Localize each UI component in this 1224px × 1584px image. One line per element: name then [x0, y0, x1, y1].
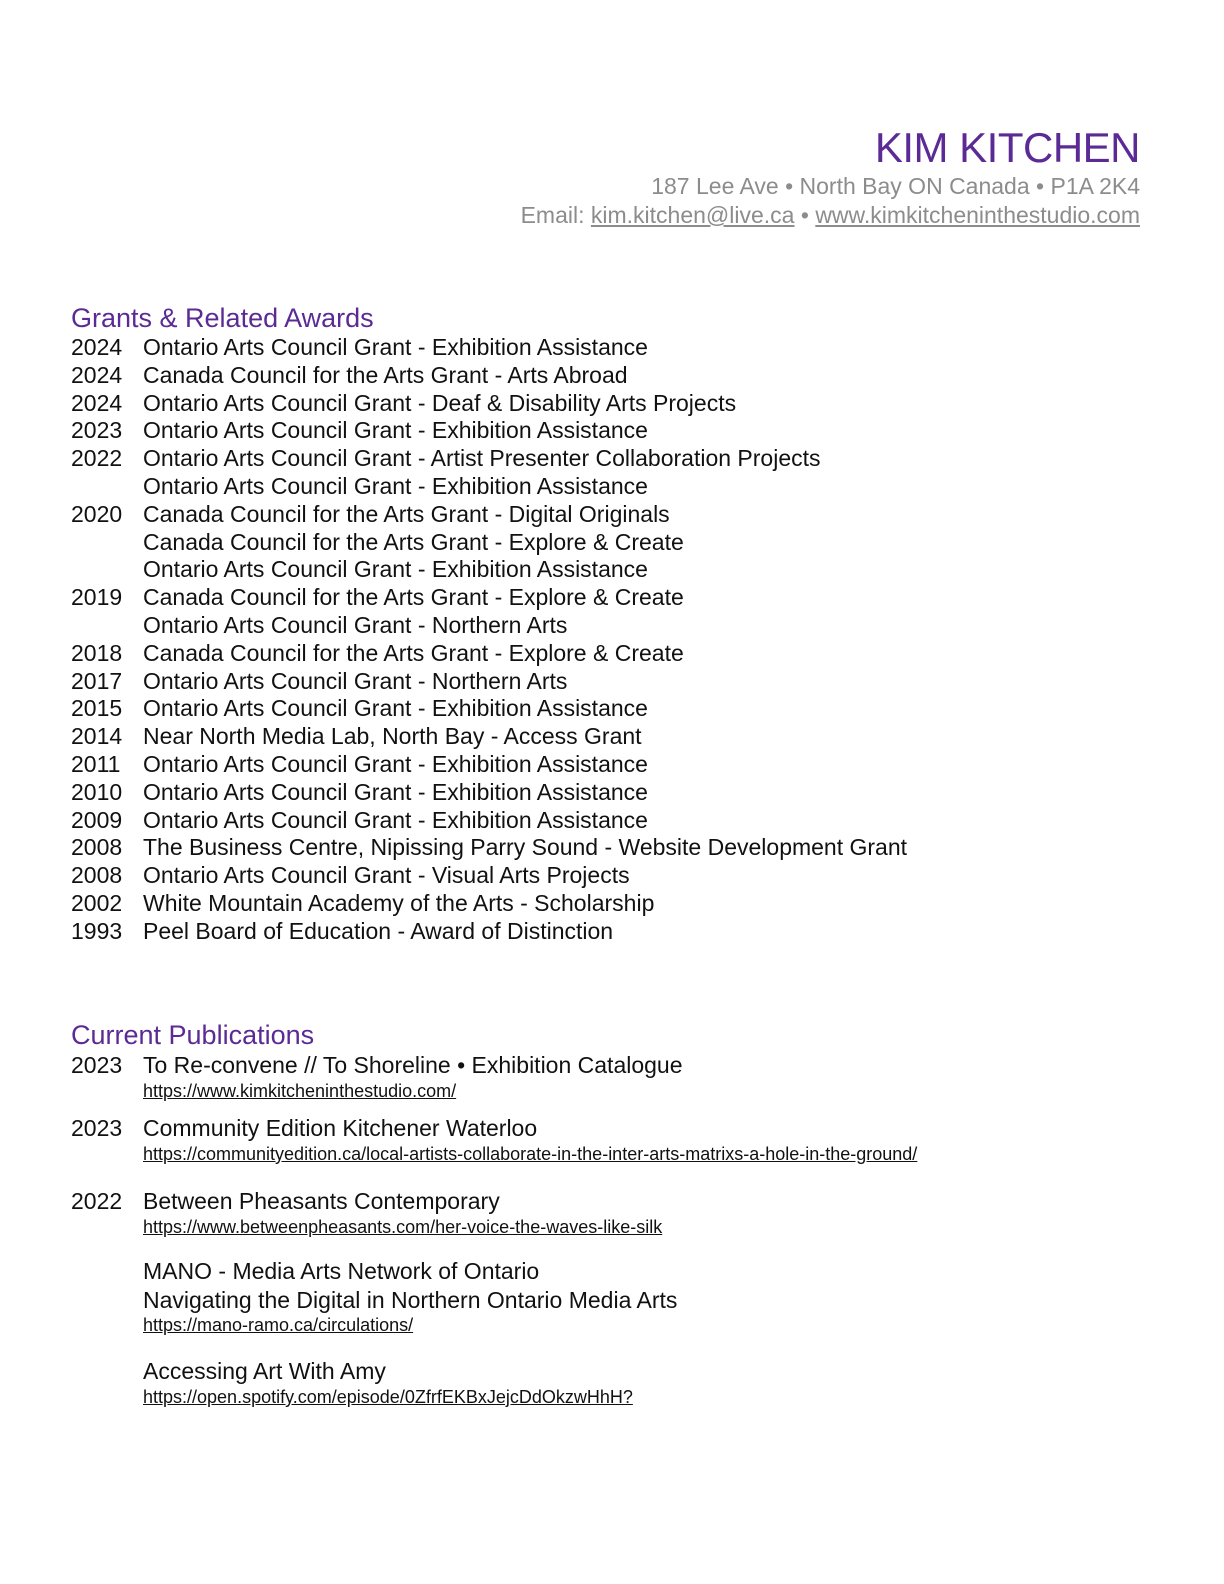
grant-title: Ontario Arts Council Grant - Exhibition Assistance [143, 334, 648, 360]
grant-row [71, 501, 907, 529]
grant-year: 2017 [71, 667, 123, 694]
publication-item [71, 1187, 917, 1238]
grant-title: Canada Council for the Arts Grant - Explore & Create [143, 528, 684, 555]
grant-title: Ontario Arts Council Grant - Exhibition Assistance [143, 472, 648, 499]
grants-title: Grants & Related Awards [71, 303, 374, 333]
grant-year: 2024 [71, 334, 123, 360]
publication-link[interactable]: https://www.betweenpheasants.com/her-voice-the-waves-like-silk [143, 1217, 663, 1237]
artist-name: KIM KITCHEN [874, 124, 1140, 171]
grant-year: 2024 [71, 389, 123, 416]
grant-title: Ontario Arts Council Grant - Exhibition Assistance [143, 556, 648, 583]
publications-list [71, 1051, 917, 1408]
publication-link[interactable]: https://mano-ramo.ca/circulations/ [143, 1315, 414, 1335]
grant-row [71, 890, 907, 918]
grant-row [71, 779, 907, 807]
grant-year: 2018 [71, 639, 123, 666]
grant-year: 2009 [71, 806, 123, 833]
grant-row [71, 362, 907, 390]
grant-year: 2015 [71, 695, 123, 722]
grant-row [71, 417, 907, 445]
grant-year: 2011 [71, 750, 121, 777]
grant-row [71, 807, 907, 835]
grant-year: 2008 [71, 862, 123, 889]
publication-title: Between Pheasants Contemporary [143, 1188, 500, 1214]
grant-title: Ontario Arts Council Grant - Visual Arts Projects [143, 862, 630, 889]
publication-title: To Re-convene // To Shoreline • Exhibition Catalogue [143, 1052, 683, 1078]
email-link[interactable]: kim.kitchen@live.ca [590, 202, 795, 228]
grant-year: 2010 [71, 778, 123, 805]
publication-title: Accessing Art With Amy [143, 1358, 386, 1384]
contact-line [521, 201, 1140, 230]
grant-row [71, 529, 907, 557]
publication-item [71, 1357, 917, 1408]
grants-list [71, 334, 907, 946]
publication-item [71, 1114, 917, 1165]
grant-year [71, 473, 143, 501]
publications-section [71, 1019, 917, 1408]
publication-year: 2023 [71, 1052, 123, 1078]
grant-row [71, 640, 907, 668]
publication-heading [71, 1114, 917, 1143]
grant-row [71, 695, 907, 723]
publication-year [71, 1257, 143, 1286]
header [521, 124, 1140, 230]
address-line: 187 Lee Ave • North Bay ON Canada • P1A 2K4 [651, 173, 1140, 199]
grant-year: 2022 [71, 445, 123, 472]
grant-year: 2002 [71, 889, 123, 916]
grant-title: Canada Council for the Arts Grant - Explore & Create [143, 639, 684, 666]
publication-heading [71, 1187, 917, 1216]
email-label: Email: [520, 202, 585, 228]
grant-title: White Mountain Academy of the Arts - Scholarship [143, 889, 655, 916]
grant-title: Ontario Arts Council Grant - Exhibition Assistance [143, 806, 648, 833]
grant-row [71, 556, 907, 584]
grant-year: 2014 [71, 723, 123, 750]
publication-item [71, 1257, 917, 1336]
publication-year: 2022 [71, 1188, 123, 1214]
grant-year: 2020 [71, 500, 123, 527]
publications-title: Current Publications [71, 1020, 315, 1050]
grant-title: Canada Council for the Arts Grant - Explore & Create [143, 584, 684, 611]
publication-item [71, 1051, 917, 1102]
grant-year [71, 612, 143, 640]
publication-heading [71, 1257, 917, 1286]
publication-subtitle: Navigating the Digital in Northern Ontario Media Arts [143, 1287, 678, 1313]
website-link[interactable]: www.kimkitcheninthestudio.com [815, 202, 1140, 228]
grant-row [71, 445, 907, 473]
grant-title: Ontario Arts Council Grant - Exhibition Assistance [143, 750, 648, 777]
publication-heading [71, 1051, 917, 1080]
grant-title: Canada Council for the Arts Grant - Arts Abroad [143, 361, 628, 388]
grant-title: Peel Board of Education - Award of Distinction [143, 917, 614, 944]
grant-title: Ontario Arts Council Grant - Exhibition Assistance [143, 778, 648, 805]
grant-title: Ontario Arts Council Grant - Northern Arts [143, 667, 568, 694]
grant-title: The Business Centre, Nipissing Parry Sound - Website Development Grant [143, 834, 908, 861]
grant-title: Near North Media Lab, North Bay - Access Grant [143, 723, 642, 750]
grant-title: Ontario Arts Council Grant - Exhibition Assistance [143, 695, 648, 722]
grant-year: 2024 [71, 361, 123, 388]
grant-row [71, 668, 907, 696]
grant-row [71, 334, 907, 362]
grant-title: Ontario Arts Council Grant - Artist Presenter Collaboration Projects [143, 445, 821, 472]
grant-year: 2008 [71, 834, 123, 861]
publication-link[interactable]: https://open.spotify.com/episode/0ZfrfEKBxJejcDdOkzwHhH? [143, 1387, 633, 1407]
grant-year: 1993 [71, 917, 123, 944]
grant-title: Ontario Arts Council Grant - Exhibition Assistance [143, 417, 648, 444]
grant-row [71, 862, 907, 890]
grant-title: Ontario Arts Council Grant - Deaf & Disability Arts Projects [143, 389, 737, 416]
grant-row [71, 918, 907, 946]
grant-row [71, 473, 907, 501]
publication-year: 2023 [71, 1115, 123, 1141]
grant-row [71, 612, 907, 640]
grant-row [71, 390, 907, 418]
grant-title: Ontario Arts Council Grant - Northern Arts [143, 611, 568, 638]
grant-year: 2019 [71, 584, 123, 611]
grant-row [71, 751, 907, 779]
publication-link[interactable]: https://communityedition.ca/local-artists-collaborate-in-the-inter-arts-matrixs-a-hole-in-the-ground/ [143, 1144, 918, 1164]
publication-link[interactable]: https://www.kimkitcheninthestudio.com/ [143, 1081, 457, 1101]
grant-row [71, 584, 907, 612]
grant-year: 2023 [71, 417, 123, 444]
grants-section [71, 302, 907, 946]
grant-title: Canada Council for the Arts Grant - Digital Originals [143, 500, 670, 527]
publication-heading [71, 1357, 917, 1386]
publication-title: Community Edition Kitchener Waterloo [143, 1115, 538, 1141]
grant-row [71, 834, 907, 862]
publication-title: MANO - Media Arts Network of Ontario [143, 1258, 540, 1284]
grant-row [71, 723, 907, 751]
grant-year [71, 529, 143, 557]
contact-separator: • [800, 202, 809, 228]
grant-year [71, 556, 143, 584]
publication-year [71, 1357, 143, 1386]
